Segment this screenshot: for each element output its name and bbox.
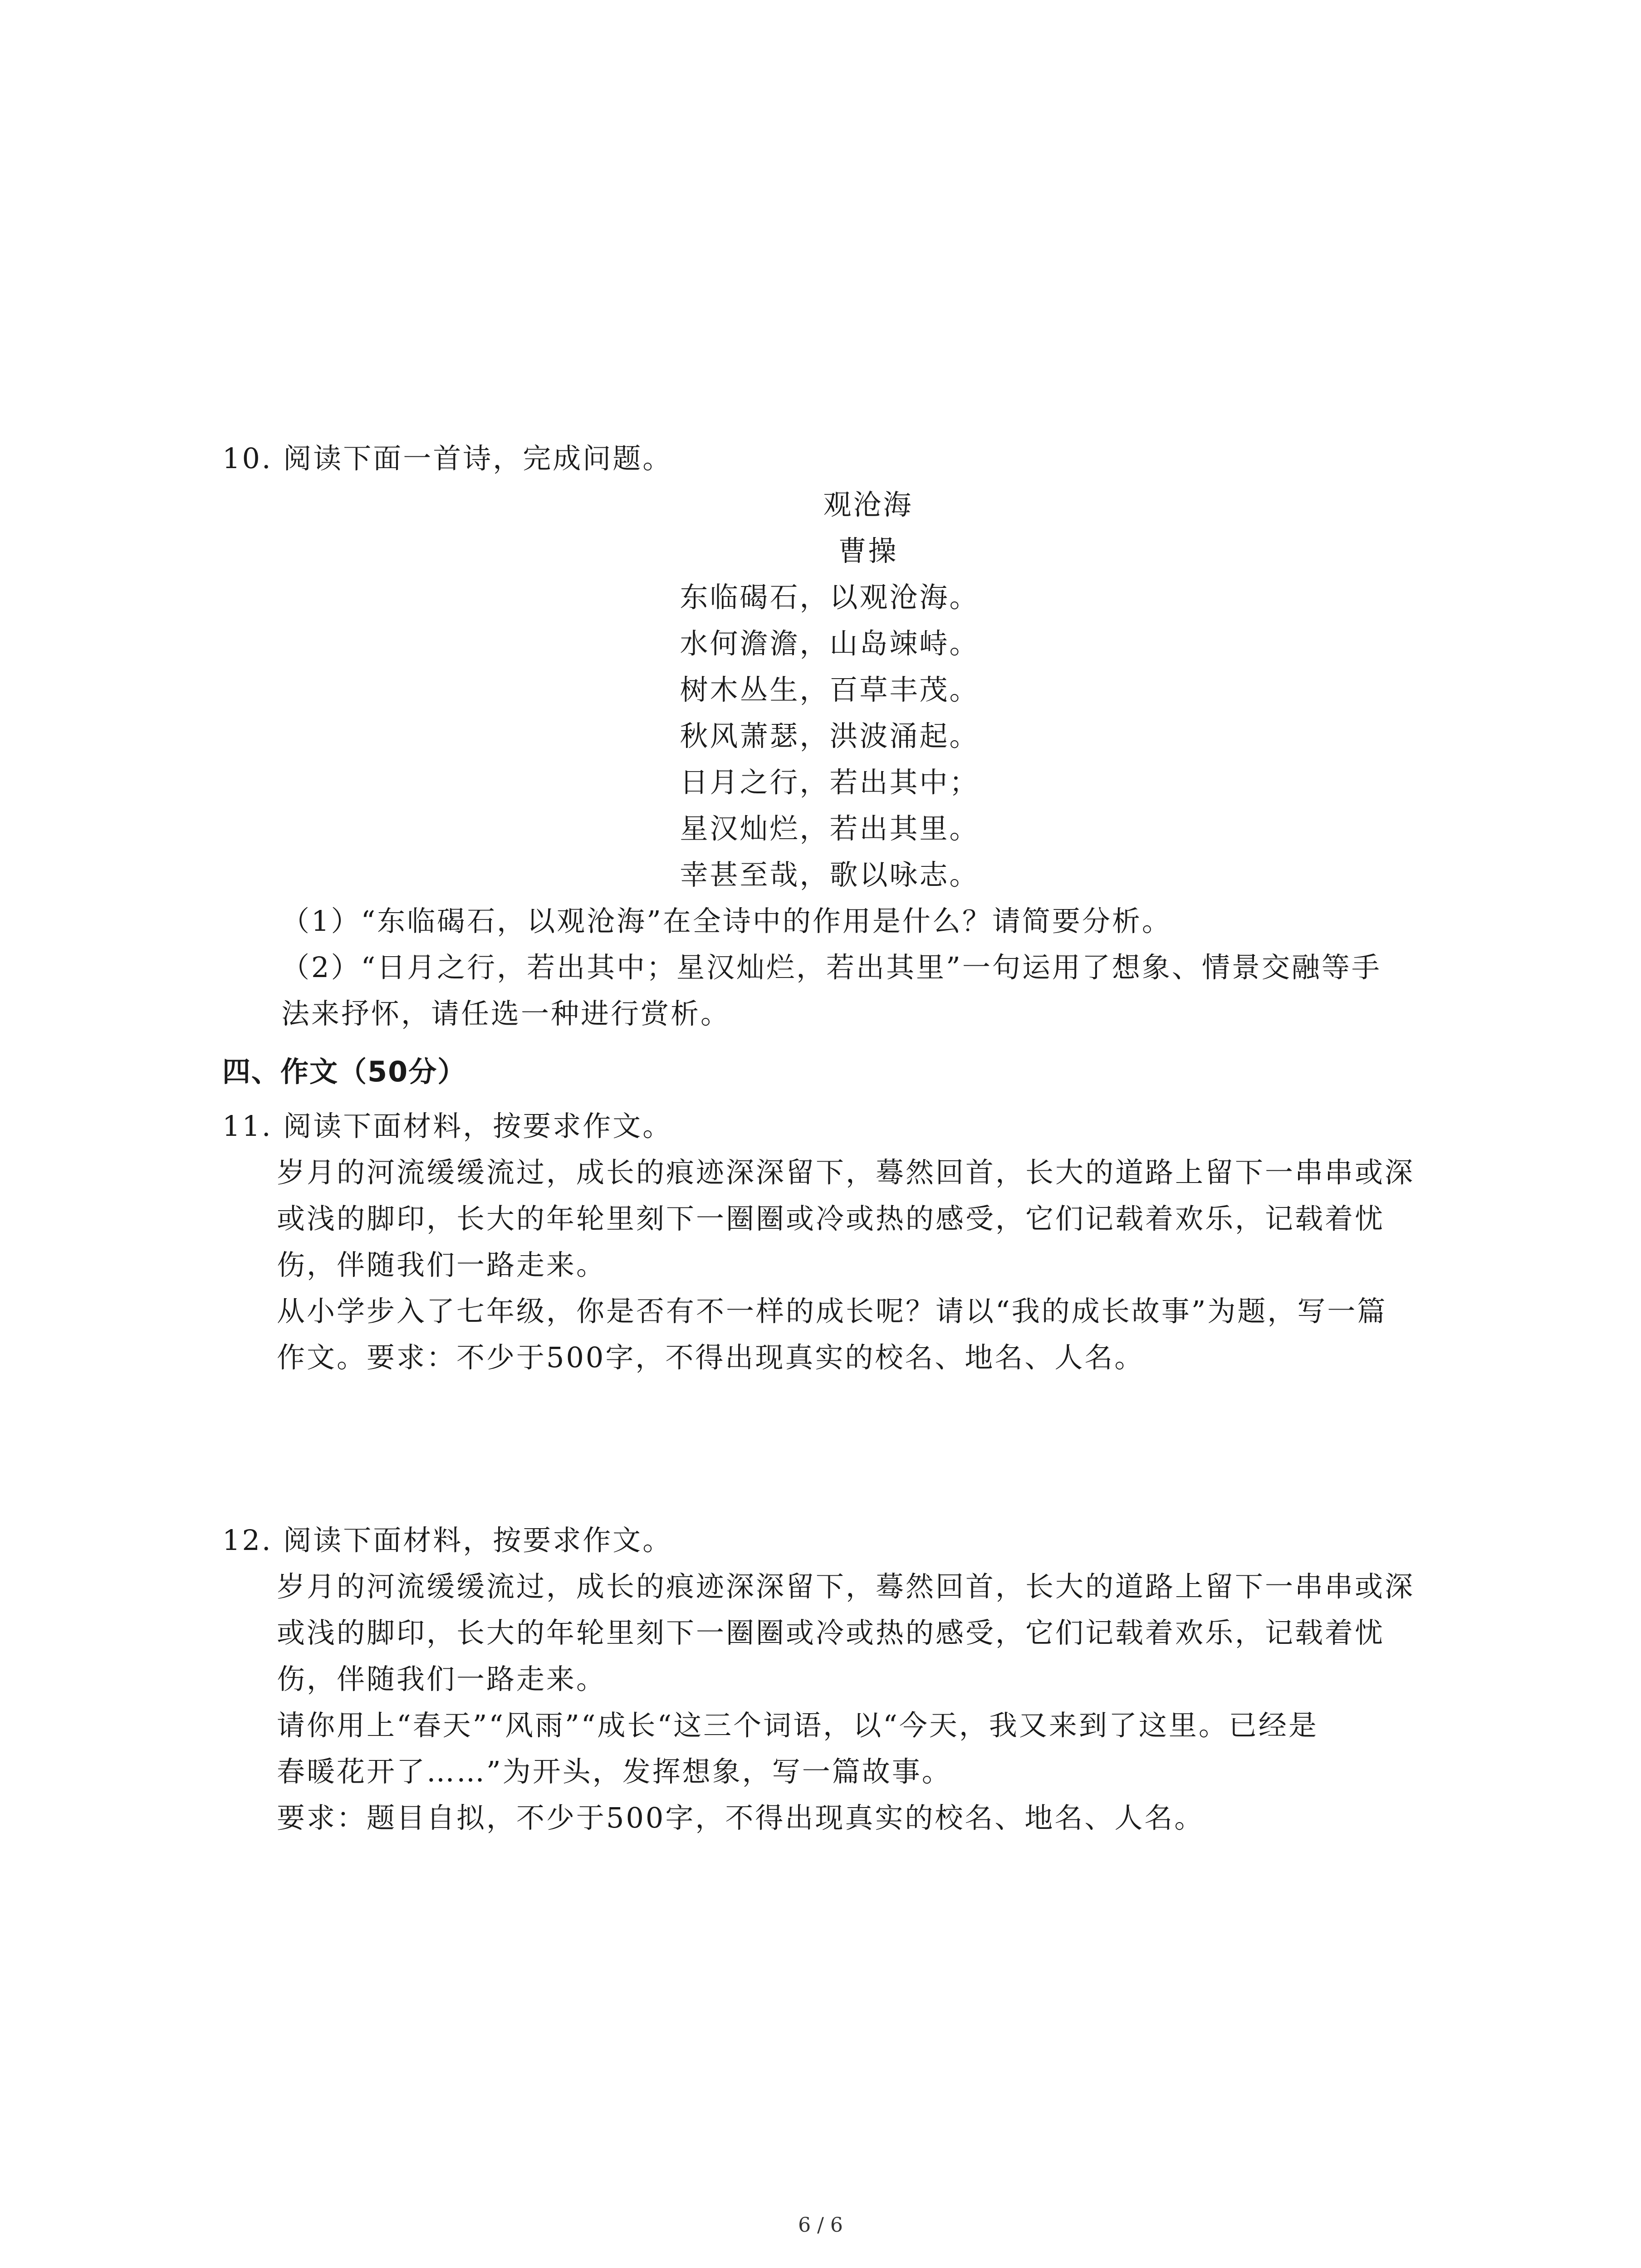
poem-title: 观沧海 (823, 488, 913, 521)
question-11-prompt: 11. 阅读下面材料，按要求作文。 (222, 1110, 673, 1143)
material-line: 伤，伴随我们一路走来。 (277, 1662, 607, 1696)
question-12-prompt: 12. 阅读下面材料，按要求作文。 (222, 1524, 673, 1557)
poem-line: 幸甚至哉，歌以咏志。 (680, 858, 980, 891)
question-10-subquestions (222, 898, 1447, 1037)
question-10-prompt: 10. 阅读下面一首诗，完成问题。 (222, 442, 673, 475)
material-line: 或浅的脚印，长大的年轮里刻下一圈圈或冷或热的感受，它们记载着欢乐，记载着忧 (277, 1616, 1385, 1649)
question-12 (222, 1517, 1447, 1841)
poem-line: 星汉灿烂，若出其里。 (680, 812, 980, 845)
page-number: 6 / 6 (798, 2214, 843, 2237)
instruction-line: 请你用上“春天”“风雨”“成长“这三个词语，以“今天，我又来到了这里。已经是 (277, 1709, 1318, 1742)
poem-line: 水何澹澹，山岛竦峙。 (680, 627, 980, 660)
instruction-line: 作文。要求：不少于500字，不得出现真实的校名、地名、人名。 (277, 1341, 1145, 1374)
material-line: 伤，伴随我们一路走来。 (277, 1248, 607, 1281)
poem-line: 秋风萧瑟，洪波涌起。 (680, 719, 980, 753)
sub-question-1: （1）“东临碣石，以观沧海”在全诗中的作用是什么？请简要分析。 (281, 904, 1172, 938)
poem (0, 482, 1641, 898)
requirement-line: 要求：题目自拟，不少于500字，不得出现真实的校名、地名、人名。 (277, 1801, 1205, 1834)
poem-line: 树木丛生，百草丰茂。 (680, 673, 980, 706)
section-heading: 四、作文（50分） (222, 1055, 467, 1088)
sub-question-2: （2）“日月之行，若出其中；星汉灿烂，若出其里”一句运用了想象、情景交融等手 (281, 951, 1381, 984)
material-line: 岁月的河流缓缓流过，成长的痕迹深深留下，蓦然回首，长大的道路上留下一串串或深 (277, 1570, 1415, 1603)
question-10 (222, 435, 1447, 482)
instruction-line: 春暖花开了……”为开头，发挥想象，写一篇故事。 (277, 1755, 952, 1788)
poem-line: 东临碣石，以观沧海。 (680, 581, 980, 614)
question-11 (222, 1103, 1447, 1381)
poem-author: 曹操 (838, 534, 898, 567)
poem-line: 日月之行，若出其中； (680, 766, 980, 799)
material-line: 岁月的河流缓缓流过，成长的痕迹深深留下，蓦然回首，长大的道路上留下一串串或深 (277, 1156, 1415, 1189)
instruction-line: 从小学步入了七年级，你是否有不一样的成长呢？请以“我的成长故事”为题，写一篇 (277, 1295, 1387, 1328)
material-line: 或浅的脚印，长大的年轮里刻下一圈圈或冷或热的感受，它们记载着欢乐，记载着忧 (277, 1202, 1385, 1235)
sub-question-2-continued: 法来抒怀，请任选一种进行赏析。 (281, 997, 731, 1030)
